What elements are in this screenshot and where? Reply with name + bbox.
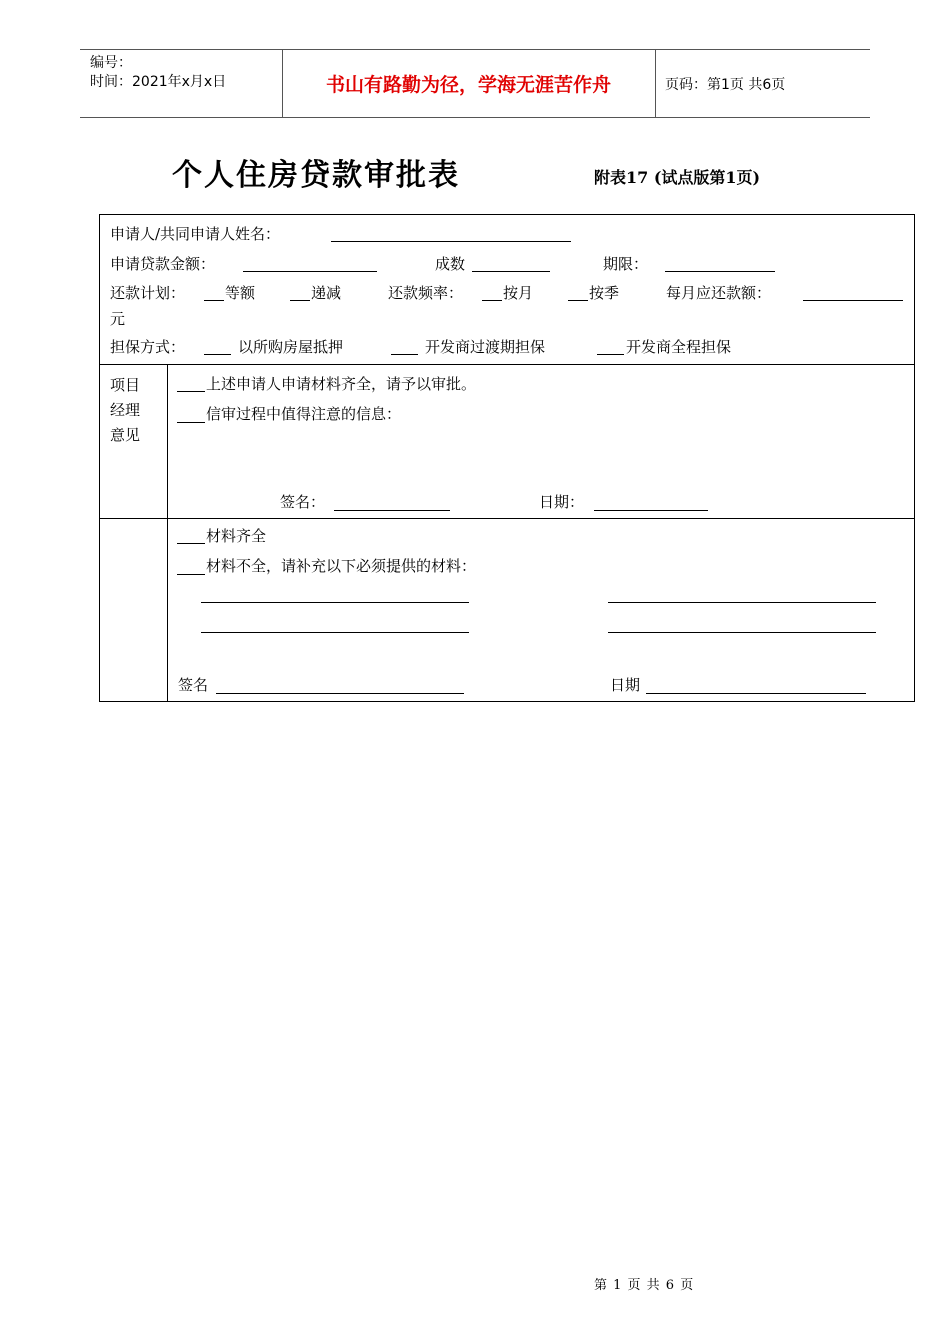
freq-opt1-blank[interactable] <box>482 300 502 301</box>
manager-sign-field[interactable] <box>334 510 450 511</box>
guarantee-label: 担保方式： <box>110 338 186 356</box>
materials-date-label: 日期 <box>610 676 641 694</box>
applicant-name-field[interactable] <box>331 241 571 242</box>
page-footer: 第 1 页 共 6 页 <box>594 1278 695 1293</box>
manager-label-line1: 项目 <box>110 376 141 394</box>
row-divider <box>100 518 914 519</box>
ratio-field[interactable] <box>472 271 550 272</box>
guarantee-opt1: 以所购房屋抵押 <box>238 338 344 356</box>
guarantee-opt2: 开发商过渡期担保 <box>425 338 546 356</box>
page-title: 个人住房贷款审批表 <box>172 158 460 193</box>
monthly-field[interactable] <box>803 300 903 301</box>
materials-sign-label: 签名 <box>178 676 209 694</box>
amount-field[interactable] <box>243 271 377 272</box>
amount-label: 申请贷款金额： <box>110 255 216 273</box>
plan-opt2: 递减 <box>311 284 342 302</box>
freq-label: 还款频率： <box>388 284 464 302</box>
header-motto: 书山有路勤为径，学海无涯苦作舟 <box>325 74 611 96</box>
material-line[interactable] <box>608 602 876 603</box>
materials-item1: 材料齐全 <box>206 527 267 545</box>
monthly-label: 每月应还款额： <box>666 284 772 302</box>
manager-label-line2: 经理 <box>110 401 141 419</box>
plan-label: 还款计划： <box>110 284 186 302</box>
material-line[interactable] <box>201 602 469 603</box>
ratio-label: 成数 <box>435 255 466 273</box>
materials-date-field[interactable] <box>646 693 866 694</box>
page-info: 页码：第1页 共6页 <box>665 76 786 93</box>
row-divider <box>100 364 914 365</box>
guarantee-opt3-blank[interactable] <box>597 354 624 355</box>
number-label: 编号： <box>90 55 132 71</box>
term-label: 期限： <box>603 255 649 273</box>
applicant-name-row <box>110 224 280 244</box>
page-subtitle: 附表17 (试点版第1页) <box>594 168 761 187</box>
manager-label-line3: 意见 <box>110 426 141 444</box>
guarantee-opt3: 开发商全程担保 <box>626 338 732 356</box>
manager-item1-blank[interactable] <box>177 391 205 392</box>
freq-opt2: 按季 <box>589 284 620 302</box>
column-divider <box>167 365 168 702</box>
header-band <box>80 49 870 118</box>
manager-date-field[interactable] <box>594 510 708 511</box>
material-line[interactable] <box>608 632 876 633</box>
unit-label: 元 <box>110 310 126 328</box>
material-line[interactable] <box>201 632 469 633</box>
guarantee-opt1-blank[interactable] <box>204 354 231 355</box>
plan-opt2-blank[interactable] <box>290 300 310 301</box>
manager-date-label: 日期： <box>539 493 585 511</box>
plan-opt1-blank[interactable] <box>204 300 224 301</box>
materials-item2-blank[interactable] <box>177 574 205 575</box>
materials-item1-blank[interactable] <box>177 543 205 544</box>
freq-opt2-blank[interactable] <box>568 300 588 301</box>
guarantee-opt2-blank[interactable] <box>391 354 418 355</box>
time-label: 时间：2021年x月x日 <box>90 74 227 90</box>
manager-label <box>110 373 158 448</box>
applicant-name-label: 申请人/共同申请人姓名： <box>110 225 281 243</box>
manager-item1: 上述申请人申请材料齐全，请予以审批。 <box>206 375 477 393</box>
freq-opt1: 按月 <box>503 284 534 302</box>
term-field[interactable] <box>665 271 775 272</box>
header-divider <box>655 50 656 117</box>
approval-form <box>99 214 915 702</box>
manager-item2-blank[interactable] <box>177 422 205 423</box>
manager-item2: 信审过程中值得注意的信息： <box>206 405 402 423</box>
header-meta <box>90 54 226 92</box>
materials-sign-field[interactable] <box>216 693 464 694</box>
materials-item2: 材料不全，请补充以下必须提供的材料： <box>206 557 477 575</box>
manager-sign-label: 签名： <box>280 493 326 511</box>
plan-opt1: 等额 <box>225 284 256 302</box>
